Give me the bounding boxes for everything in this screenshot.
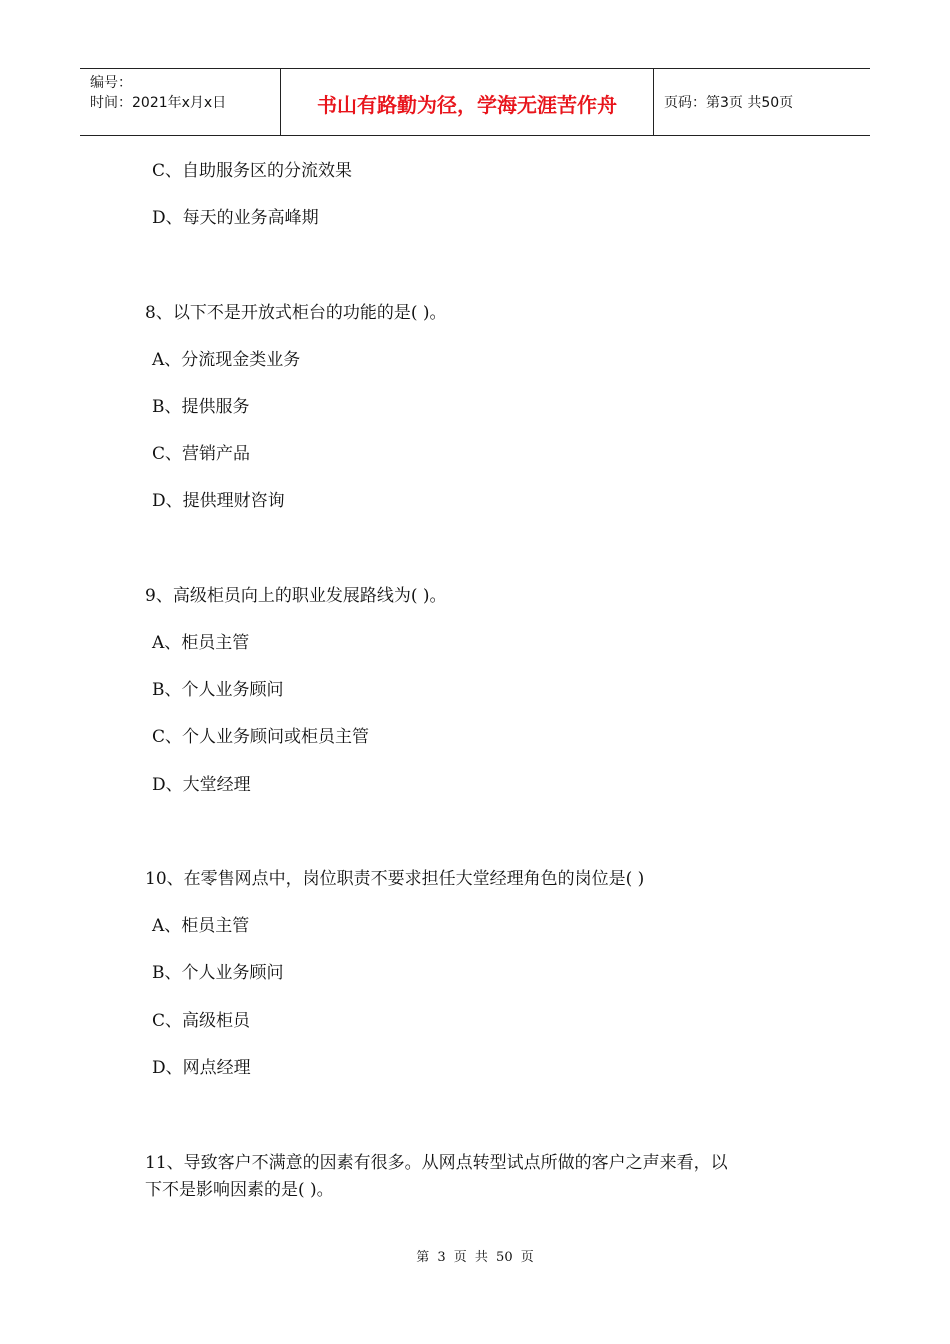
question-8: 8、以下不是开放式柜台的功能的是( )。 bbox=[145, 303, 447, 323]
question-11-line-1: 11、导致客户不满意的因素有很多。从网点转型试点所做的客户之声来看，以 bbox=[145, 1153, 728, 1173]
header-motto: 书山有路勤为径，学海无涯苦作舟 bbox=[281, 69, 654, 135]
question-9-option-d: D、大堂经理 bbox=[152, 775, 251, 795]
question-10-option-b: B、个人业务顾问 bbox=[152, 963, 284, 983]
question-8-option-b: B、提供服务 bbox=[152, 397, 250, 417]
header-meta bbox=[80, 69, 281, 135]
question-9-option-a: A、柜员主管 bbox=[152, 633, 250, 653]
question-10-option-a: A、柜员主管 bbox=[152, 916, 250, 936]
question-9-option-c: C、个人业务顾问或柜员主管 bbox=[152, 727, 370, 747]
number-label: 编号： bbox=[90, 75, 132, 91]
question-8-option-c: C、营销产品 bbox=[152, 444, 251, 464]
question-10-option-c: C、高级柜员 bbox=[152, 1011, 251, 1031]
question-10: 10、在零售网点中，岗位职责不要求担任大堂经理角色的岗位是( ) bbox=[145, 869, 645, 889]
question-9-option-b: B、个人业务顾问 bbox=[152, 680, 284, 700]
time-label: 时间：2021年x月x日 bbox=[90, 95, 227, 111]
question-11-line-2: 下不是影响因素的是( )。 bbox=[145, 1180, 334, 1200]
page-header bbox=[80, 68, 870, 136]
page-footer: 第 3 页 共 50 页 bbox=[416, 1250, 534, 1265]
header-page-info: 页码：第3页 共50页 bbox=[664, 95, 794, 111]
question-8-option-d: D、提供理财咨询 bbox=[152, 491, 285, 511]
question-10-option-d: D、网点经理 bbox=[152, 1058, 251, 1078]
question-8-option-a: A、分流现金类业务 bbox=[152, 350, 301, 370]
option-c: C、自助服务区的分流效果 bbox=[152, 161, 353, 181]
option-d: D、每天的业务高峰期 bbox=[152, 208, 319, 228]
question-9: 9、高级柜员向上的职业发展路线为( )。 bbox=[145, 586, 447, 606]
